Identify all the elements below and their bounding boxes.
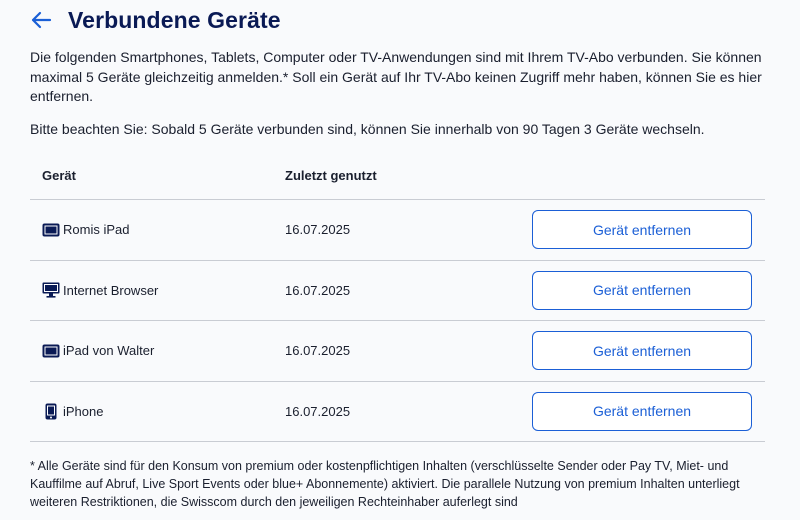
table-row [30, 321, 765, 382]
last-used-date: 16.07.2025 [285, 222, 351, 238]
footnote: * Alle Geräte sind für den Konsum von premium oder kostenpflichtigen Inhalten (verschlüsselte Sender oder Pay TV, Miet- und Kauffilme auf Abruf, Live Sport Events oder blue+ Abonnemente) aktiviert. Die parallele Nutzung von premium Inhalten unterliegt weiteren Restriktionen, die Swisscom durch den jeweiligen Rechteinhaber auferlegt sind [30, 459, 740, 509]
monitor-icon [42, 282, 60, 298]
arrow-left-icon [30, 11, 52, 29]
tablet-icon [42, 343, 60, 359]
page-header [28, 4, 281, 36]
back-button[interactable] [28, 7, 54, 33]
intro-text: Die folgenden Smartphones, Tablets, Computer oder TV-Anwendungen sind mit Ihrem TV-Abo verbunden. Sie können maximal 5 Geräte gleichzeitig anmelden.* Soll ein Gerät auf Ihr TV-Abo keinen Zugriff mehr haben, können Sie es hier entfernen. [30, 49, 762, 104]
device-name: iPhone [63, 403, 104, 419]
tablet-icon [42, 222, 60, 238]
last-used-date: 16.07.2025 [285, 282, 351, 298]
table-row [30, 261, 765, 322]
remove-device-button[interactable]: Gerät entfernen [532, 392, 752, 431]
header-last-used: Zuletzt genutzt [285, 168, 377, 183]
remove-device-button[interactable]: Gerät entfernen [532, 271, 752, 310]
last-used-date: 16.07.2025 [285, 403, 351, 419]
info-note: Bitte beachten Sie: Sobald 5 Geräte verbunden sind, können Sie innerhalb von 90 Tagen 3 Geräte wechseln. [30, 121, 705, 137]
remove-device-button[interactable]: Gerät entfernen [532, 331, 752, 370]
table-header [30, 152, 765, 200]
remove-device-button[interactable]: Gerät entfernen [532, 210, 752, 249]
device-name: Internet Browser [63, 282, 159, 298]
table-row [30, 200, 765, 261]
smartphone-icon [42, 403, 60, 419]
device-name: iPad von Walter [63, 343, 155, 359]
device-name: Romis iPad [63, 222, 130, 238]
table-row [30, 382, 765, 443]
devices-table [30, 152, 765, 442]
header-device: Gerät [42, 168, 76, 183]
last-used-date: 16.07.2025 [285, 343, 351, 359]
page-title: Verbundene Geräte [68, 6, 281, 33]
